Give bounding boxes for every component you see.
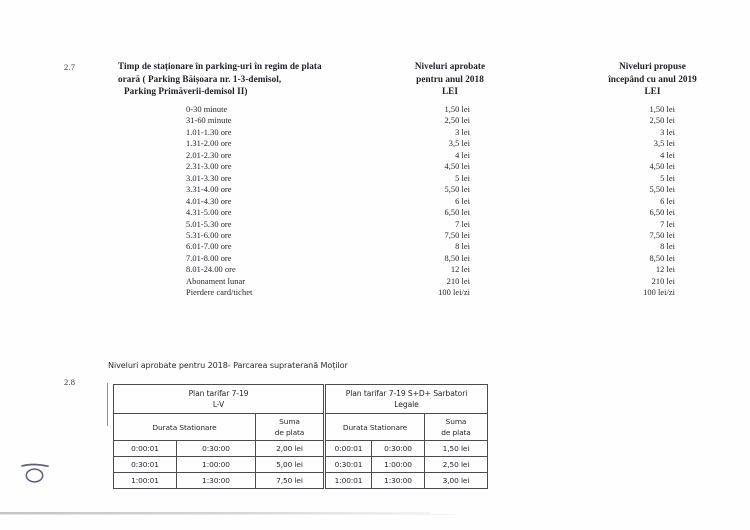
column-header-approved-2018 (370, 60, 530, 98)
tariff-table-lv-duration-header: Durata Stationare (114, 414, 256, 441)
rate-approved-2018-14: 12 lei (450, 265, 470, 275)
rate-proposed-2019-15: 210 lei (651, 276, 675, 286)
rate-proposed-2019-4: 4 lei (660, 150, 675, 160)
tariff-table-sd-amount-header (425, 414, 488, 441)
table-row-header-sub (326, 414, 488, 441)
tariff-lv-row-2-from: 1:00:01 (114, 473, 177, 489)
rate-interval-12: 6.01-7.00 ore (186, 242, 232, 252)
rate-interval-5: 2.31-3.00 ore (186, 162, 232, 172)
rate-approved-2018-1: 2,50 lei (444, 116, 470, 126)
tariff-table-lv-title-line-1: Plan tarifar 7-19 (188, 389, 249, 398)
rate-interval-6: 3.01-3.30 ore (186, 173, 232, 183)
rate-interval-14: 8.01-24.00 ore (186, 265, 236, 275)
section-2-7-title-line-3: Parking Primăverii-demisol II) (124, 86, 248, 97)
rate-interval-4: 2.01-2.30 ore (186, 150, 232, 160)
section-2-7-title (118, 60, 368, 98)
rate-interval-10: 5.01-5.30 ore (186, 219, 232, 229)
rate-approved-2018-5: 4,50 lei (444, 162, 470, 172)
rate-interval-1: 31-60 minute (186, 116, 232, 126)
tariff-sd-row-1-amount: 2,50 lei (425, 457, 488, 473)
rate-proposed-2019-11: 7,50 lei (649, 230, 675, 240)
rate-interval-0: 0-30 minute (186, 105, 228, 114)
column-header-proposed-2019-line-1: Niveluri propuse (619, 61, 686, 71)
tariff-lv-row-0-to: 0:30:00 (177, 441, 256, 457)
tariff-table-weekend-holidays (325, 384, 488, 489)
rate-proposed-2019-6: 5 lei (660, 173, 675, 183)
rate-proposed-2019-2: 3 lei (660, 127, 675, 137)
rate-approved-2018-column (380, 104, 470, 299)
rate-interval-8: 4.01-4.30 ore (186, 196, 232, 206)
column-header-approved-2018-line-3: LEI (442, 86, 458, 97)
rate-approved-2018-8: 6 lei (455, 196, 470, 206)
table-row-header-sub (114, 414, 324, 441)
rate-proposed-2019-9: 6,50 lei (649, 208, 675, 218)
rate-approved-2018-16: 100 lei/zi (438, 288, 470, 298)
tariff-lv-row-1-from: 0:30:01 (114, 457, 177, 473)
tariff-sd-row-0-to: 0:30:00 (372, 441, 425, 457)
tariff-sd-row-1-to: 1:00:00 (372, 457, 425, 473)
rate-proposed-2019-3: 3,5 lei (653, 139, 675, 149)
table-row (114, 473, 324, 489)
section-2-7-title-line-1: Timp de staționare în parking-uri în regim de plata (118, 61, 322, 71)
table-row-header-title (114, 385, 324, 414)
table-row (326, 473, 488, 489)
tariff-sd-row-0-from: 0:00:01 (326, 441, 372, 457)
tariff-sd-row-2-to: 1:30:00 (372, 473, 425, 489)
tariff-table-lv-amount-header (256, 414, 324, 441)
tariff-lv-row-1-to: 1:00:00 (177, 457, 256, 473)
tariff-sd-row-2-from: 1:00:01 (326, 473, 372, 489)
tariff-table-lv (113, 384, 324, 489)
column-header-approved-2018-line-1: Niveluri aprobate (414, 61, 486, 71)
rate-approved-2018-3: 3,5 lei (448, 139, 470, 149)
rate-interval-2: 1.01-1.30 ore (186, 127, 232, 137)
rate-approved-2018-4: 4 lei (455, 150, 470, 160)
rate-interval-9: 4.31-5.00 ore (186, 208, 232, 218)
rate-approved-2018-11: 7,50 lei (444, 230, 470, 240)
rate-interval-column (186, 104, 356, 299)
scan-edge-artifact-secondary (0, 514, 455, 515)
pen-stroke-icon (107, 383, 108, 426)
tariff-table-lv-amount-header-line-2: de plata (274, 428, 305, 437)
rate-proposed-2019-16: 100 lei/zi (643, 288, 675, 298)
tariff-table-lv-title (114, 385, 324, 414)
section-number-2-7: 2.7 (64, 62, 76, 72)
rate-interval-15: Abonament lunar (186, 276, 246, 286)
tariff-sd-row-2-amount: 3,00 lei (425, 473, 488, 489)
table-row-header-title (326, 385, 488, 414)
rate-approved-2018-6: 5 lei (455, 173, 470, 183)
rate-proposed-2019-13: 8,50 lei (649, 253, 675, 263)
tariff-lv-row-2-to: 1:30:00 (177, 473, 256, 489)
column-header-proposed-2019-line-3: LEI (644, 86, 661, 97)
tariff-table-lv-amount-header-line-1: Suma (279, 417, 300, 426)
tariff-table-sd-title-line-2: Legale (394, 400, 419, 409)
section-number-2-8: 2.8 (64, 377, 76, 387)
rate-approved-2018-15: 210 lei (446, 276, 470, 286)
tariff-lv-row-2-amount: 7,50 lei (256, 473, 324, 489)
table-row (114, 441, 324, 457)
rate-proposed-2019-8: 6 lei (660, 196, 675, 206)
handwritten-page-mark-icon (18, 455, 52, 489)
table-row (326, 441, 488, 457)
tariff-table-sd-amount-header-line-1: Suma (445, 417, 467, 426)
rate-approved-2018-13: 8,50 lei (444, 253, 470, 263)
rate-proposed-2019-column (585, 104, 675, 299)
table-row (326, 457, 488, 473)
rate-interval-13: 7.01-8.00 ore (186, 253, 232, 263)
rate-approved-2018-10: 7 lei (455, 219, 470, 229)
rate-approved-2018-12: 8 lei (455, 242, 470, 252)
tariff-lv-row-0-from: 0:00:01 (114, 441, 177, 457)
tariff-table-sd-title (326, 385, 488, 414)
rate-proposed-2019-5: 4,50 lei (649, 162, 675, 172)
rate-approved-2018-9: 6,50 lei (444, 208, 470, 218)
rate-proposed-2019-1: 2,50 lei (649, 116, 675, 126)
tariff-lv-row-1-amount: 5,00 lei (256, 457, 324, 473)
rate-interval-16: Pierdere card/tichet (186, 288, 253, 298)
rate-interval-7: 3.31-4.00 ore (186, 185, 232, 195)
tariff-sd-row-0-amount: 1,50 lei (425, 441, 488, 457)
table-row (114, 457, 324, 473)
rate-proposed-2019-14: 12 lei (655, 265, 675, 275)
tariff-table-sd-title-line-1: Plan tarifar 7-19 S+D+ Sarbatori (345, 389, 468, 398)
rate-interval-3: 1.31-2.00 ore (186, 139, 232, 149)
tariff-sd-row-1-from: 0:30:01 (326, 457, 372, 473)
rate-interval-11: 5.31-6.00 ore (186, 230, 232, 240)
column-header-proposed-2019 (570, 60, 735, 98)
rate-proposed-2019-7: 5,50 lei (649, 185, 675, 195)
rate-proposed-2019-10: 7 lei (660, 219, 675, 229)
rate-approved-2018-7: 5,50 lei (444, 185, 470, 195)
tariff-table-sd-duration-header: Durata Stationare (326, 414, 425, 441)
column-header-approved-2018-line-2: pentru anul 2018 (416, 73, 484, 84)
rate-proposed-2019-12: 8 lei (660, 242, 675, 252)
rate-proposed-2019-0: 1,50 lei (649, 105, 675, 114)
rate-approved-2018-0: 1,50 lei (444, 105, 470, 114)
section-2-8-caption: Niveluri aprobate pentru 2018- Parcarea supraterană Moților (108, 360, 348, 370)
tariff-table-lv-title-line-2: L-V (212, 400, 225, 409)
rate-approved-2018-2: 3 lei (455, 127, 470, 137)
tariff-lv-row-0-amount: 2,00 lei (256, 441, 324, 457)
tariff-table-sd-amount-header-line-2: de plata (441, 428, 471, 437)
column-header-proposed-2019-line-2: începând cu anul 2019 (608, 73, 697, 84)
section-2-7-title-line-2: orară ( Parking Băișoara nr. 1-3-demisol, (118, 73, 282, 84)
